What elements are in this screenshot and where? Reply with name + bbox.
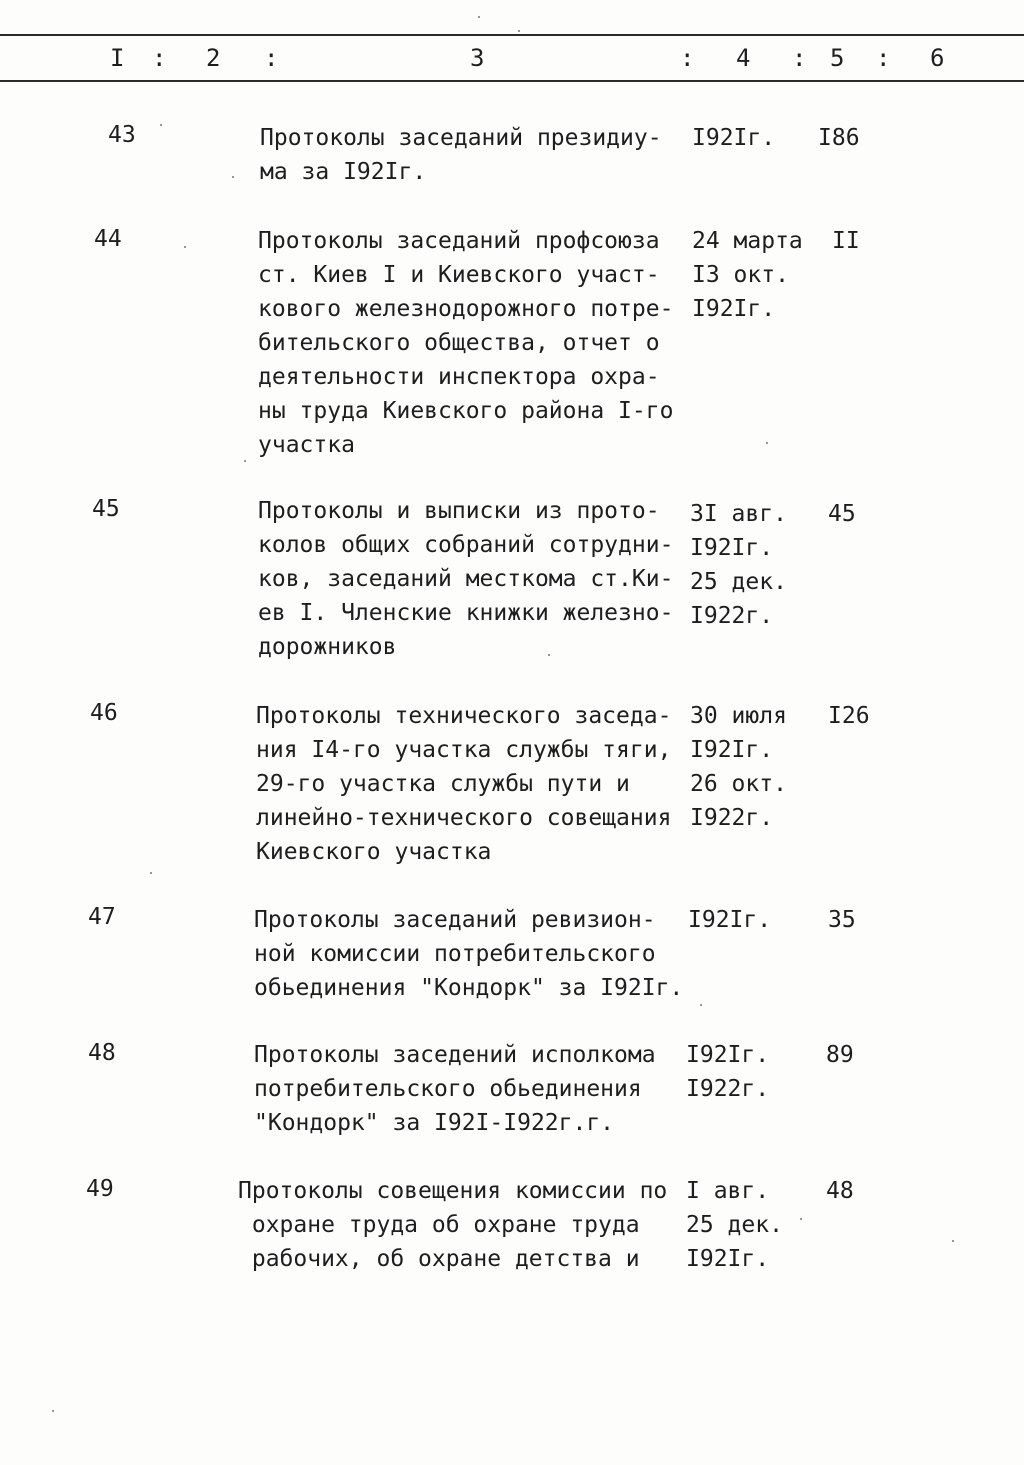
entry-description: Протоколы совещения комиссии по охране труда об охране труда рабочих, об охране детства и [238,1178,668,1272]
header-col-6: 6 [930,44,945,72]
entry-dates: I92Iг. [688,907,772,933]
entry-description: Протоколы заседаний президиу- ма за I92Iг. [260,125,662,185]
entry-description: Протоколы и выписки из прото- колов общих собраний сотрудни- ков, заседаний месткома ст.Ки- ев I. Членские книжки железно- дорожников [258,498,674,660]
header-separator: : [264,44,279,72]
entry-sheet-count: II [832,228,860,254]
entry-sheet-count: I26 [828,703,870,729]
scan-speck [700,1004,702,1006]
header-separator: : [680,44,695,72]
scan-speck [160,124,162,126]
entry-description: Протоколы заседений исполкома потребительского обьединения "Кондорк" за I92I-I922г.г. [254,1042,656,1136]
scan-speck [952,1240,954,1242]
entry-number: 43 [108,122,136,148]
scan-speck [766,442,768,444]
scan-speck [548,654,550,656]
entry-dates: 24 марта I3 окт. I92Iг. [692,228,803,322]
entry-sheet-count: 48 [826,1178,854,1204]
header-col-4: 4 [736,44,751,72]
entry-number: 49 [86,1176,114,1202]
entry-description: Протоколы технического заседа- ния I4-го участка службы тяги, 29-го участка службы пути и линейно-технического совещания Киевского участка [256,703,672,865]
entry-dates: I авг. 25 дек. I92Iг. [686,1178,783,1272]
entry-sheet-count: 89 [826,1042,854,1068]
scan-speck [184,246,186,248]
entry-description: Протоколы заседаний ревизион- ной комиссии потребительского обьединения "Кондорк" за I92Iг. [254,907,684,1001]
header-col-5: 5 [830,44,845,72]
header-col-1: I [110,44,125,72]
entry-number: 48 [88,1040,116,1066]
entry-dates: 30 июля I92Iг. 26 окт. I922г. [690,703,787,831]
header-separator: : [876,44,891,72]
entry-sheet-count: 35 [828,907,856,933]
entry-sheet-count: 45 [828,501,856,527]
header-col-3: 3 [470,44,485,72]
entry-dates: I92Iг. [692,125,776,151]
header-separator: : [792,44,807,72]
entry-sheet-count: I86 [818,125,860,151]
entry-description: Протоколы заседаний профсоюза ст. Киев I и Киевского участ- кового железнодорожного потре- бительского общества, отчет о деятельности инспектора охра- ны труда Киевского района I-го участка [258,228,674,458]
scan-speck [150,872,152,874]
entry-dates: I92Iг. I922г. [686,1042,770,1102]
header-bottom-rule [0,80,1024,82]
entry-dates: 3I авг. I92Iг. 25 дек. I922г. [690,501,787,629]
scan-speck [800,1218,802,1220]
entry-number: 46 [90,700,118,726]
scan-speck [478,16,480,18]
header-top-rule [0,34,1024,36]
entry-number: 44 [94,226,122,252]
scan-speck [52,1410,54,1412]
scan-speck [244,460,246,462]
entry-number: 47 [88,904,116,930]
scan-speck [232,176,234,178]
entry-number: 45 [92,496,120,522]
header-separator: : [152,44,167,72]
header-col-2: 2 [206,44,221,72]
scan-speck [518,30,520,32]
